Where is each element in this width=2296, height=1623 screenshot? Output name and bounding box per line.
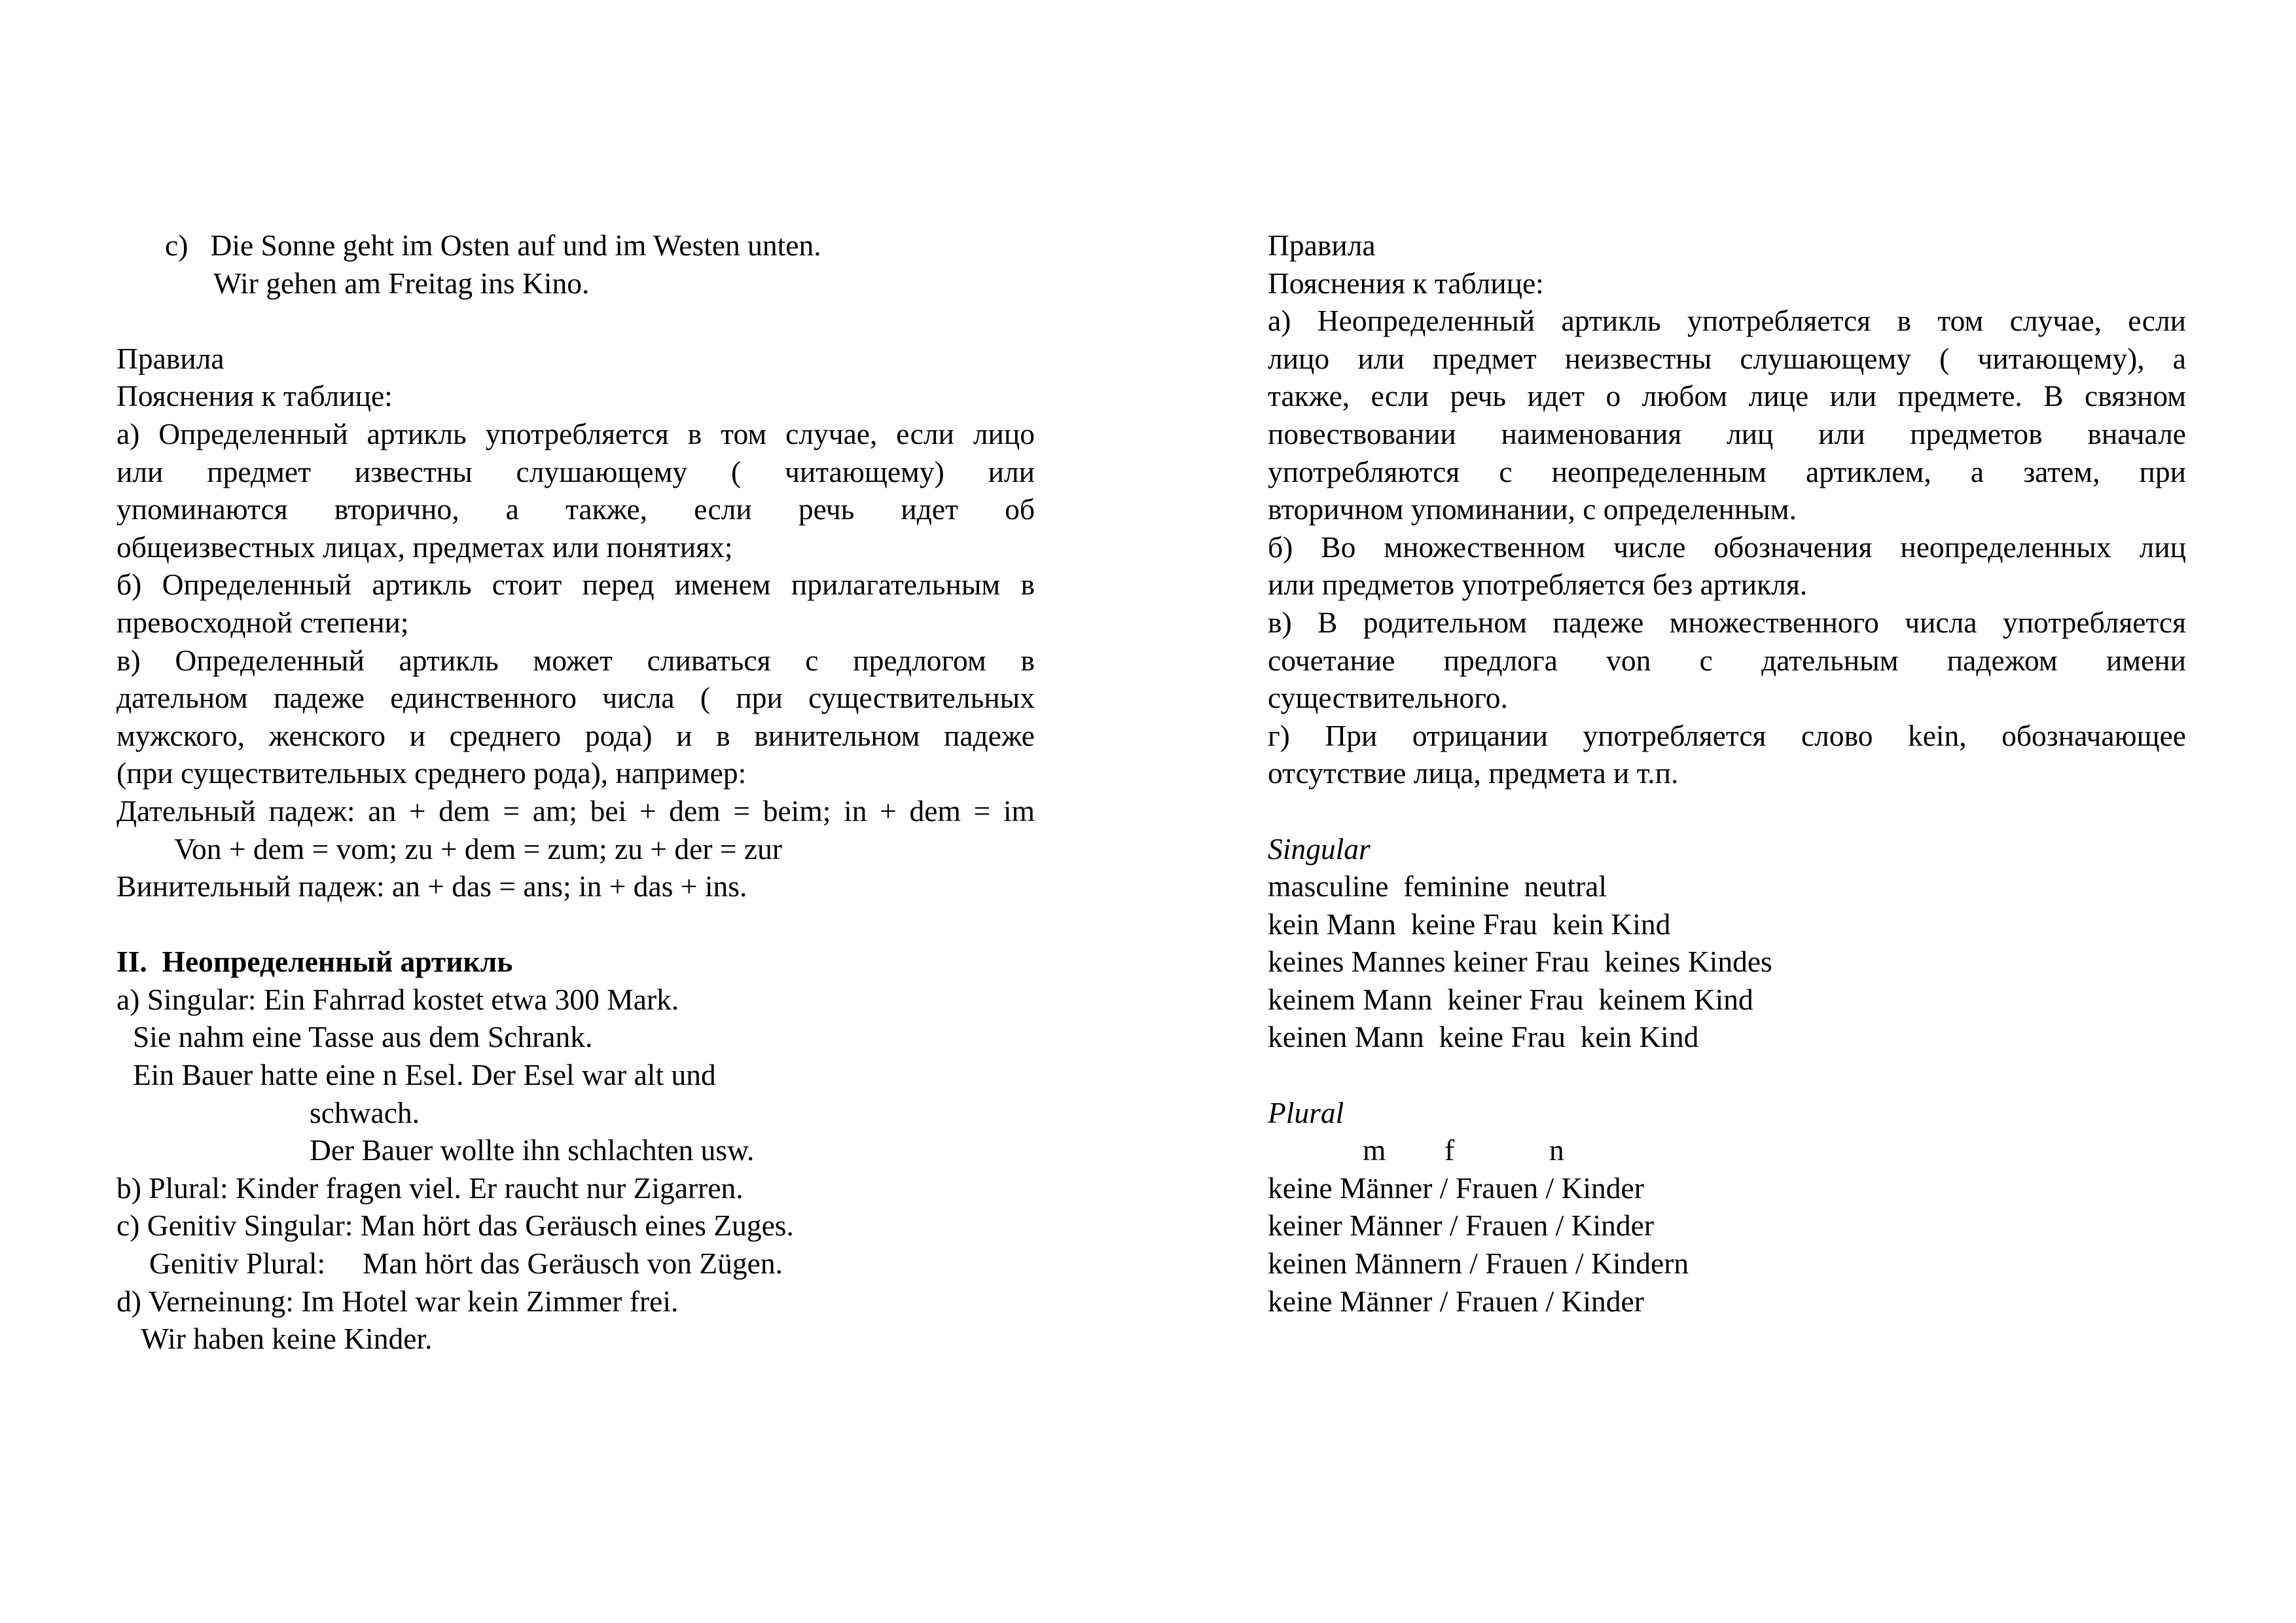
- plural-gender-f: f: [1444, 1133, 1455, 1167]
- singular-row: kein Mann keine Frau kein Kind: [1268, 907, 1671, 941]
- rules-title: Правила: [1268, 228, 1376, 262]
- rule-a-line: а) Определенный артикль употребляется в том случае, если лицо: [117, 416, 1035, 450]
- example-d-line-1: d) Verneinung: Im Hotel war kein Zimmer frei.: [117, 1284, 679, 1318]
- example-d-line-2: Wir haben keine Kinder.: [141, 1322, 433, 1356]
- dativ-line-1: Дательный падеж: an + dem = am; bei + dem = beim; in + dem = im: [117, 793, 1035, 828]
- spacer: [1268, 792, 2186, 830]
- example-a-line-1: a) Singular: Ein Fahrrad kostet etwa 300 Mark.: [117, 982, 679, 1016]
- rule-v-line: сочетание предлога von с дательным падежом имени: [1268, 643, 2186, 677]
- dativ-line-2: Von + dem = vom; zu + dem = zum; zu + der = zur: [174, 831, 782, 866]
- rule-b-line: б) Определенный артикль стоит перед именем прилагательным в: [117, 568, 1035, 602]
- singular-title: Singular: [1268, 831, 1371, 866]
- example-a-line-5: Der Bauer wollte ihn schlachten usw.: [310, 1133, 755, 1167]
- rule-a-line: лицо или предмет неизвестны слушающему ( читающему), а: [1268, 341, 2186, 375]
- rule-a-line: упоминаются вторично, а также, если речь идет об: [117, 492, 1035, 526]
- rules-title: Правила: [117, 341, 224, 375]
- rule-b-line: б) Во множественном числе обозначения неопределенных лиц: [1268, 530, 2186, 564]
- rule-a-line: общеизвестных лицах, предметах или понятиях;: [117, 530, 733, 564]
- example-a-line-3: Ein Bauer hatte eine n Esel. Der Esel war alt und: [133, 1058, 716, 1092]
- spacer: [117, 302, 1035, 340]
- rule-v-line: (при существительных среднего рода), например:: [117, 756, 747, 790]
- rule-g-line: отсутствие лица, предмета и т.п.: [1268, 756, 1679, 790]
- plural-gender-m: m: [1363, 1133, 1386, 1167]
- rule-a-line: повествовании наименования лиц или предметов вначале: [1268, 416, 2186, 450]
- rule-a-line: вторичном упоминании, с определенным.: [1268, 492, 1797, 526]
- rule-b-line: или предметов употребляется без артикля.: [1268, 568, 1808, 602]
- plural-gender-n: n: [1549, 1133, 1564, 1167]
- rule-g-line: г) При отрицании употребляется слово kein, обозначающее: [1268, 718, 2186, 752]
- plural-row: keine Männer / Frauen / Kinder: [1268, 1284, 1644, 1318]
- singular-row: keinen Mann keine Frau kein Kind: [1268, 1020, 1699, 1054]
- left-column: [117, 227, 1035, 1358]
- spacer: [117, 905, 1035, 943]
- example-c-line-1: c) Die Sonne geht im Osten auf und im Westen unten.: [165, 228, 821, 262]
- rule-a-line: употребляются с неопределенным артиклем, а затем, при: [1268, 454, 2186, 488]
- singular-header: masculine feminine neutral: [1268, 869, 1607, 903]
- singular-row: keines Mannes keiner Frau keines Kindes: [1268, 945, 1772, 979]
- rules-subtitle: Пояснения к таблице:: [117, 379, 393, 413]
- plural-row: keiner Männer / Frauen / Kinder: [1268, 1209, 1655, 1243]
- plural-row: keinen Männern / Frauen / Kindern: [1268, 1247, 1689, 1281]
- rule-a-line: а) Неопределенный артикль употребляется в том случае, если: [1268, 304, 2186, 338]
- example-c-line-2: Wir gehen am Freitag ins Kino.: [213, 266, 590, 300]
- section-heading: II. Неопределенный артикль: [117, 945, 513, 979]
- right-column: [1268, 227, 2186, 1320]
- rules-subtitle: Пояснения к таблице:: [1268, 266, 1544, 300]
- plural-title: Plural: [1268, 1095, 1344, 1129]
- spacer: [1268, 1056, 2186, 1094]
- rule-v-line: в) Определенный артикль может сливаться с предлогом в: [117, 643, 1035, 677]
- rule-a-line: также, если речь идет о любом лице или предмете. В связном: [1268, 379, 2186, 413]
- plural-gender-header: [1268, 1131, 2186, 1169]
- example-a-line-4: schwach.: [310, 1095, 420, 1129]
- example-b-line: b) Plural: Kinder fragen viel. Er raucht nur Zigarren.: [117, 1171, 744, 1205]
- rule-v-line: дательном падеже единственного числа ( при существительных: [117, 681, 1035, 715]
- plural-row: keine Männer / Frauen / Kinder: [1268, 1171, 1644, 1205]
- rule-v-line: мужского, женского и среднего рода) и в винительном падеже: [117, 718, 1035, 752]
- rule-a-line: или предмет известны слушающему ( читающему) или: [117, 454, 1035, 488]
- example-c-genitiv-singular: c) Genitiv Singular: Man hört das Geräusch eines Zuges.: [117, 1209, 794, 1243]
- example-a-line-2: Sie nahm eine Tasse aus dem Schrank.: [133, 1020, 593, 1054]
- rule-v-line: существительного.: [1268, 681, 1508, 715]
- example-c-genitiv-plural: Genitiv Plural: Man hört das Geräusch von Zügen.: [149, 1247, 783, 1281]
- akkusativ-line: Винительный падеж: an + das = ans; in + das + ins.: [117, 869, 747, 903]
- singular-row: keinem Mann keiner Frau keinem Kind: [1268, 982, 1753, 1016]
- rule-v-line: в) В родительном падеже множественного числа употребляется: [1268, 605, 2186, 639]
- rule-b-line: превосходной степени;: [117, 605, 409, 639]
